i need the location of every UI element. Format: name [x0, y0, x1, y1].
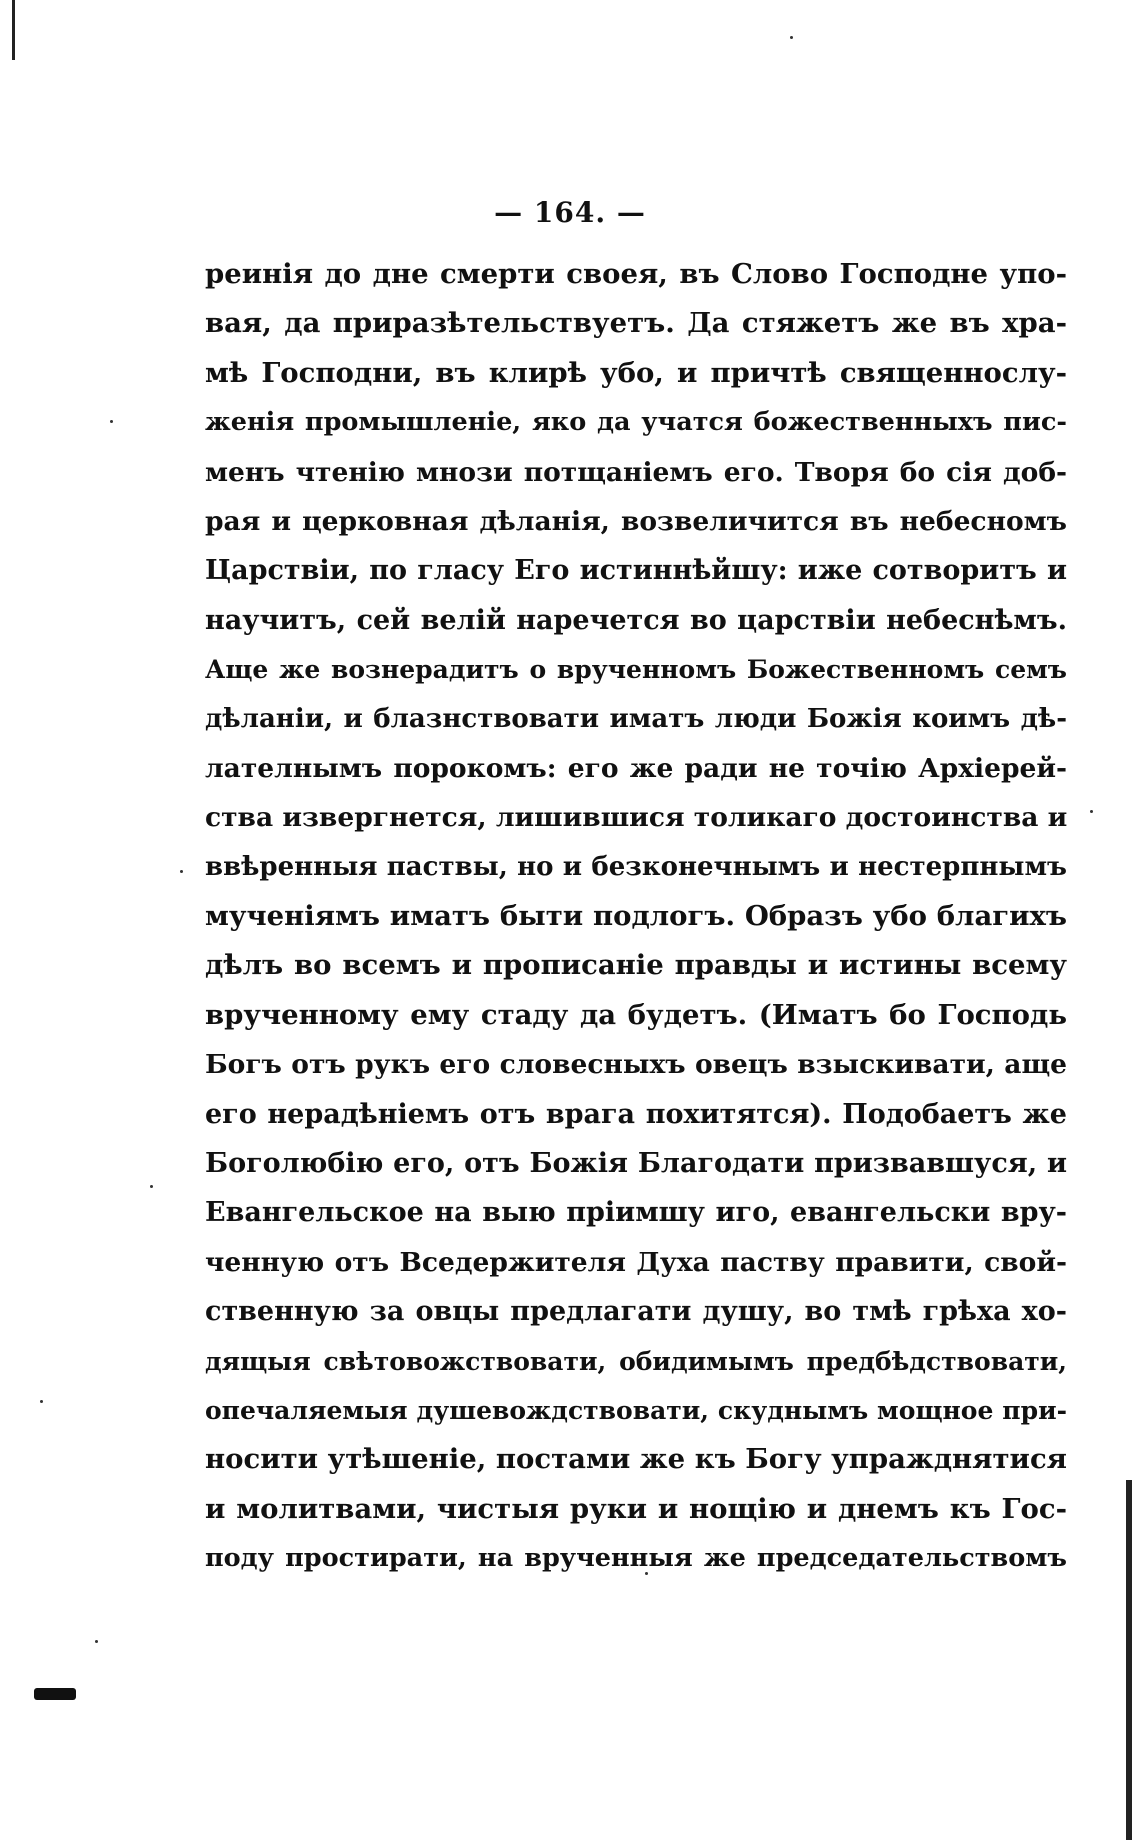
text-line: вая, да приразѣтельствуетъ. Да стяжетъ же въ хра- [205, 307, 1067, 340]
text-line: опечаляемыя душевождствовати, скуднымъ мощное при- [205, 1395, 1067, 1425]
text-line: поду простирати, на врученныя же председательствомъ [205, 1543, 1067, 1574]
scan-smudge [34, 1688, 76, 1700]
text-line: женія промышленіе, яко да учатся божественныхъ пис- [205, 407, 1067, 438]
scan-speck [790, 36, 793, 39]
text-line: Царствіи, по гласу Его истиннѣйшу: иже сотворитъ и [205, 555, 1067, 587]
text-line: и молитвами, чистыя руки и нощію и днемъ къ Гос- [205, 1492, 1067, 1525]
scan-speck [180, 870, 183, 873]
scan-speck [110, 420, 113, 423]
scan-edge-left [12, 0, 15, 60]
page-number: — 164. — [494, 196, 646, 229]
text-line: лателнымъ порокомъ: его же ради не точію Архіерей- [205, 752, 1067, 784]
text-line: мѣ Господни, въ клирѣ убо, и причтѣ священнослу- [205, 356, 1067, 389]
text-line: Богъ отъ рукъ его словесныхъ овецъ взыскивати, аще [205, 1049, 1067, 1081]
text-line: носити утѣшеніе, постами же къ Богу упражднятися [205, 1443, 1067, 1476]
scan-speck [150, 1185, 153, 1188]
text-line: реинія до дне смерти своея, въ Слово Господне упо- [205, 258, 1067, 290]
text-line: ственную за овцы предлагати душу, во тмѣ грѣха хо- [205, 1296, 1067, 1328]
text-line: дящыя свѣтовожствовати, обидимымъ предбѣдствовати, [205, 1346, 1067, 1376]
text-line: ввѣренныя паствы, но и безконечнымъ и нестерпнымъ [205, 851, 1067, 882]
text-line: дѣлъ во всемъ и прописаніе правды и истины всему [205, 949, 1067, 982]
text-line: ченную отъ Вседержителя Духа паству правити, свой- [205, 1246, 1067, 1278]
text-line: его нерадѣніемъ отъ врага похитятся). Подобаетъ же [205, 1098, 1067, 1130]
text-line: рая и церковная дѣланія, возвеличится въ небесномъ [205, 505, 1067, 537]
body-text [205, 250, 1067, 1584]
text-line: Аще же вознерадитъ о врученномъ Божественномъ семъ [205, 655, 1067, 685]
text-line: менъ чтенію мнози потщаніемъ его. Творя бо сія доб- [205, 456, 1067, 488]
text-line: ства извергнется, лишившися толикаго достоинства и [205, 802, 1067, 834]
scan-speck [95, 1640, 98, 1643]
scan-edge-right [1126, 1480, 1132, 1840]
text-line: научитъ, сей велій наречется во царствіи небеснѣмъ. [205, 604, 1067, 636]
text-line: мученіямъ иматъ быти подлогъ. Образъ убо благихъ [205, 900, 1067, 933]
text-line: Евангельское на выю пріимшу иго, евангельски вру- [205, 1197, 1067, 1229]
text-line: дѣланіи, и блазнствовати иматъ люди Божія коимъ дѣ- [205, 703, 1067, 734]
scan-speck [40, 1400, 43, 1403]
text-line: Боголюбію его, отъ Божія Благодати призвавшуся, и [205, 1148, 1067, 1180]
text-line: врученному ему стаду да будетъ. (Иматъ бо Господь [205, 998, 1067, 1031]
scan-speck [1090, 810, 1093, 813]
